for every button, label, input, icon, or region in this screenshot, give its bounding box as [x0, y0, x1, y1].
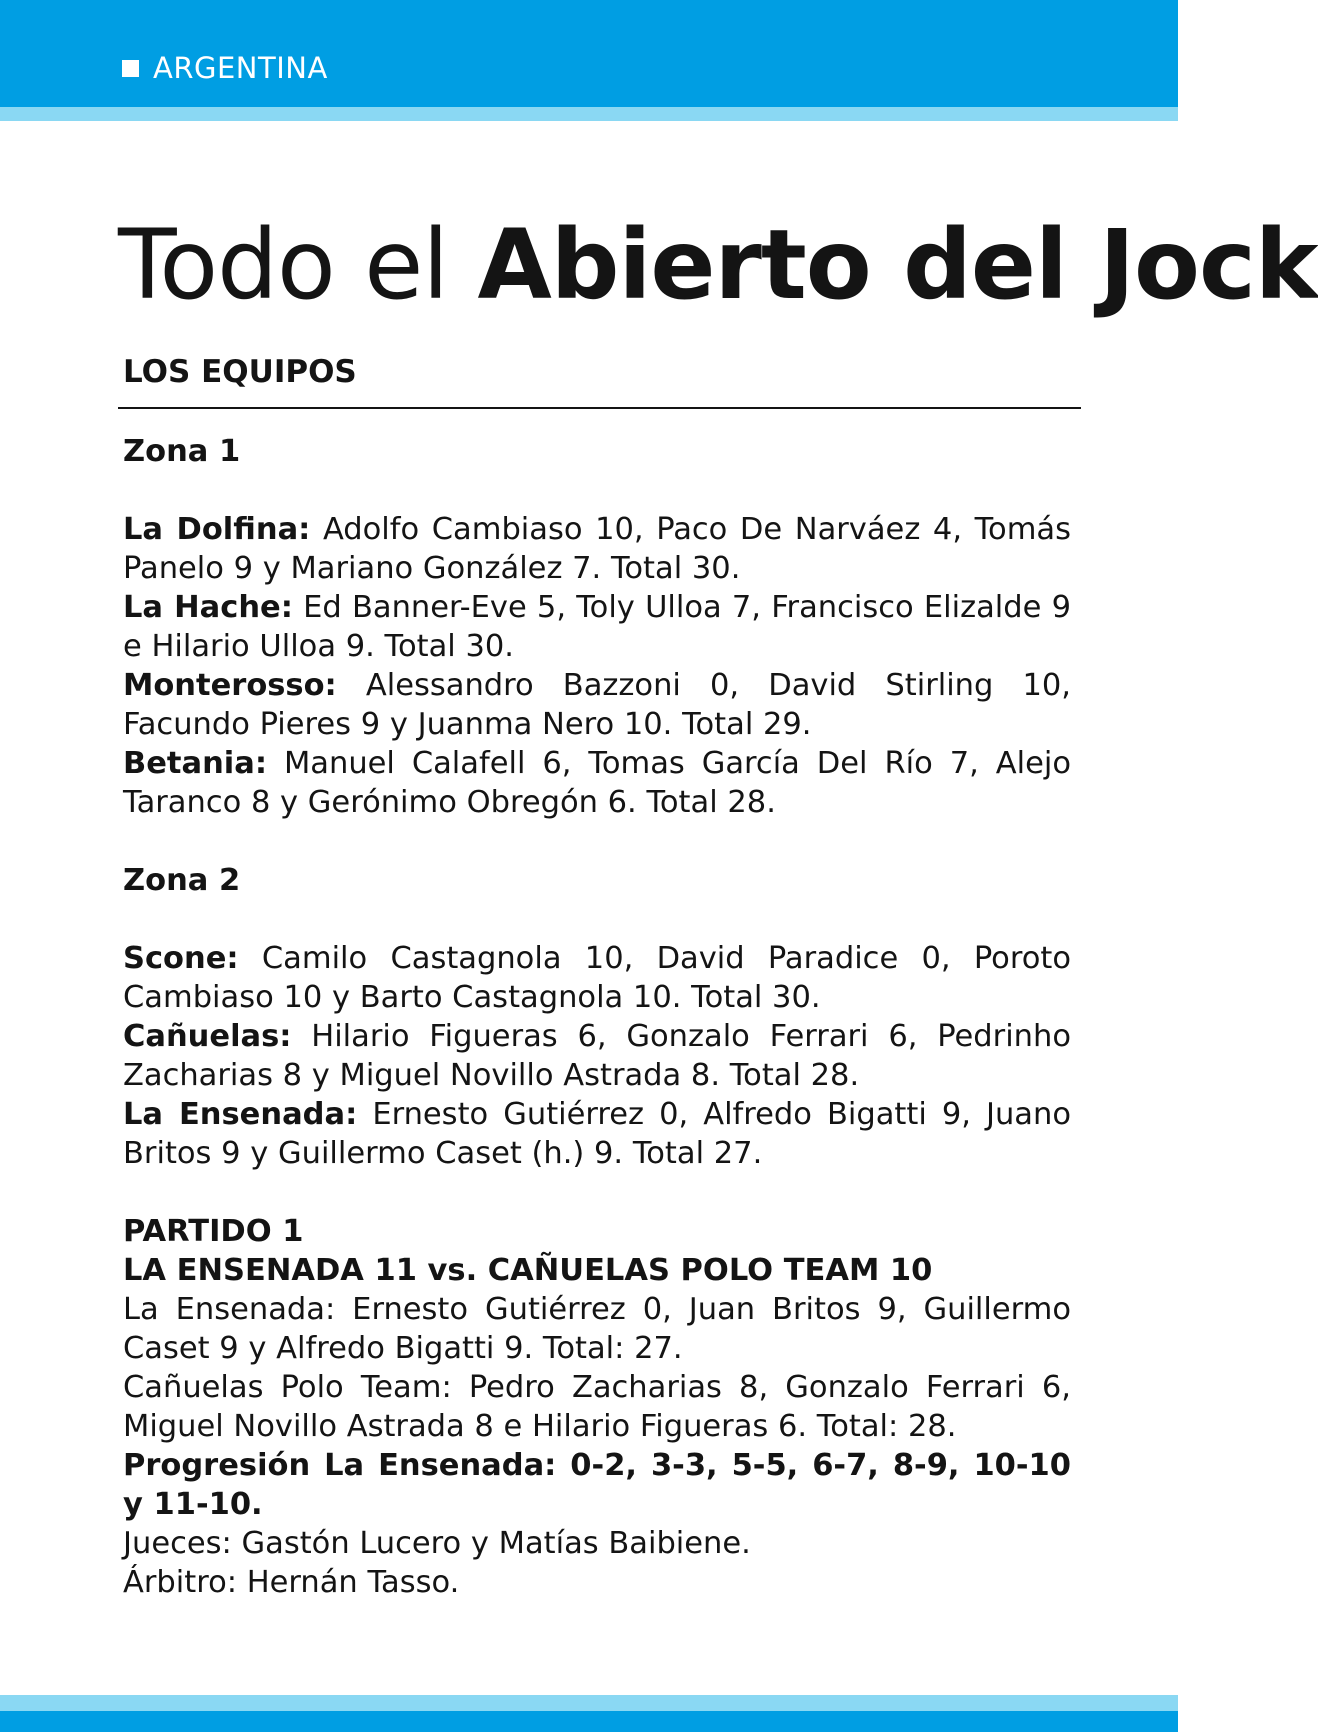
lineup-players: Ernesto Gutiérrez 0, Juan Britos 9, Guillermo Caset 9 y Alfredo Bigatti 9.	[123, 1292, 1072, 1366]
zona1-title: Zona 1	[123, 434, 241, 469]
judges-names: Gastón Lucero y Matías Baibiene.	[231, 1526, 751, 1561]
divider	[118, 407, 1081, 409]
lineup-entry	[123, 1368, 1071, 1446]
team-total: Total 29.	[682, 707, 812, 742]
team-entry	[123, 666, 1071, 744]
team-players: Camilo Castagnola 10, David Paradice 0, Poroto Cambiaso 10 y Barto Castagnola 10.	[123, 941, 1071, 1015]
judges-line	[123, 1524, 1071, 1563]
progression: Progresión La Ensenada: 0-2, 3-3, 5-5, 6-7, 8-9, 10-10 y 11-10.	[123, 1448, 1071, 1522]
referee-name: Hernán Tasso.	[237, 1565, 460, 1600]
team-total: Total 30.	[610, 551, 741, 586]
lineup-entry	[123, 1290, 1071, 1368]
team-players: Adolfo Cambiaso 10, Paco De Narváez 4, Tomás Panelo 9 y Mariano González 7.	[123, 512, 1071, 586]
match-result: LA ENSENADA 11 vs. CAÑUELAS POLO TEAM 10	[123, 1253, 933, 1288]
match-title: PARTIDO 1	[123, 1214, 304, 1249]
team-entry	[123, 744, 1071, 822]
team-total: Total 30.	[384, 629, 514, 664]
team-total: Total 27.	[632, 1136, 763, 1171]
judges-label: Jueces:	[123, 1526, 232, 1561]
zona2-title: Zona 2	[123, 863, 241, 898]
square-icon	[122, 60, 139, 77]
teams-heading: LOS EQUIPOS	[123, 354, 357, 390]
footer-stripe	[0, 1695, 1178, 1711]
team-players: Manuel Calafell 6, Tomas García Del Río 7, Alejo Taranco 8 y Gerónimo Obregón 6.	[123, 746, 1071, 820]
lineup-total: Total: 28.	[816, 1409, 957, 1444]
header-stripe	[0, 107, 1178, 121]
team-players: Alessandro Bazzoni 0, David Stirling 10, Facundo Pieres 9 y Juanma Nero 10.	[123, 668, 1071, 742]
team-entry	[123, 1017, 1071, 1095]
lineup-name: La Ensenada:	[123, 1292, 336, 1327]
headline-bold: Abierto del Jock	[477, 209, 1318, 321]
section-label: ARGENTINA	[153, 51, 328, 85]
team-entry	[123, 510, 1071, 588]
team-total: Total 28.	[729, 1058, 860, 1093]
referee-label: Árbitro:	[123, 1565, 238, 1600]
team-name: La Dolfina:	[123, 512, 311, 547]
referee-line	[123, 1563, 1071, 1602]
team-name: Scone:	[123, 941, 239, 976]
team-entry	[123, 588, 1071, 666]
team-name: Monterosso:	[123, 668, 337, 703]
team-players: Hilario Figueras 6, Gonzalo Ferrari 6, Pedrinho Zacharias 8 y Miguel Novillo Astrada 8.	[123, 1019, 1071, 1093]
headline-light: Todo el	[118, 209, 478, 321]
team-name: Betania:	[123, 746, 268, 781]
team-name: La Ensenada:	[123, 1097, 358, 1132]
team-total: Total 30.	[691, 980, 821, 1015]
lineup-total: Total: 27.	[542, 1331, 683, 1366]
section-tag	[122, 48, 328, 88]
team-name: La Hache:	[123, 590, 293, 625]
lineup-name: Cañuelas Polo Team:	[123, 1370, 452, 1405]
team-entry	[123, 939, 1071, 1017]
team-name: Cañuelas:	[123, 1019, 292, 1054]
team-players: Ernesto Gutiérrez 0, Alfredo Bigatti 9, Juano Britos 9 y Guillermo Caset (h.) 9.	[123, 1097, 1071, 1171]
team-total: Total 28.	[646, 785, 776, 820]
footer-bar	[0, 1711, 1178, 1732]
headline	[118, 209, 1318, 321]
lineup-players: Pedro Zacharias 8, Gonzalo Ferrari 6, Miguel Novillo Astrada 8 e Hilario Figueras 6.	[123, 1370, 1071, 1444]
team-entry	[123, 1095, 1071, 1173]
article-body	[123, 432, 1071, 1602]
team-players: Ed Banner-Eve 5, Toly Ulloa 7, Francisco Elizalde 9 e Hilario Ulloa 9.	[123, 590, 1071, 664]
